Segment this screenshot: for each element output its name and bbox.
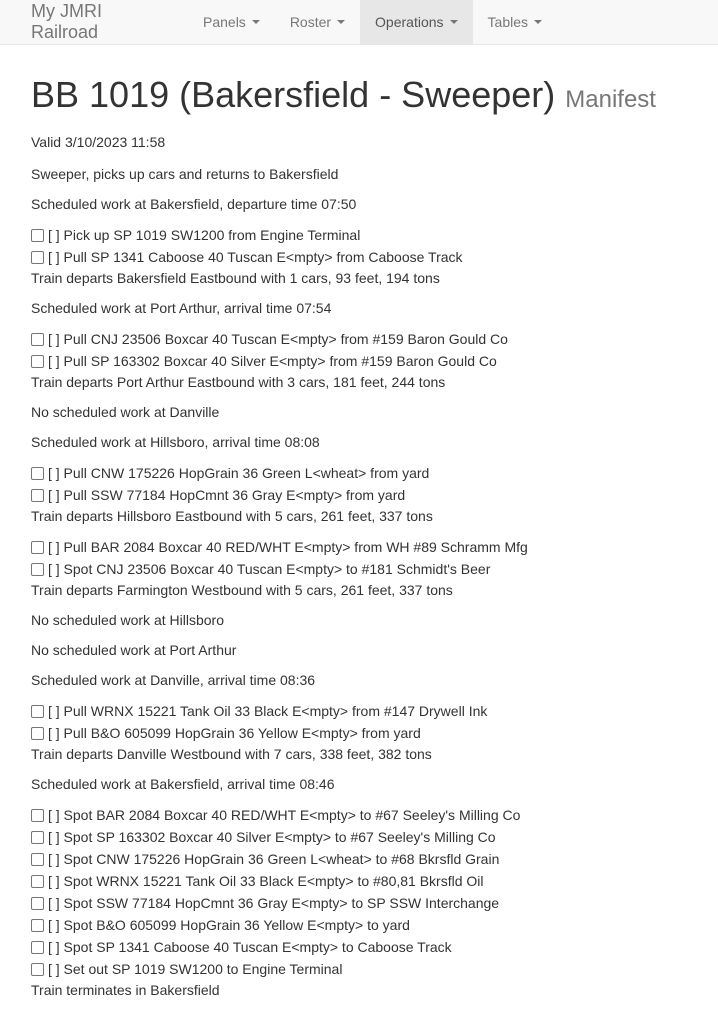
step-text: [ ] Spot SP 1341 Caboose 40 Tuscan E<mpty> to Caboose Track	[48, 939, 452, 955]
top-navbar	[0, 0, 718, 45]
work-step	[31, 804, 687, 826]
work-step	[31, 892, 687, 914]
departure-summary: Train departs Port Arthur Eastbound with 3 cars, 181 feet, 244 tons	[31, 374, 446, 390]
step-text: [ ] Pull CNW 175226 HopGrain 36 Green L<wheat> from yard	[48, 465, 430, 481]
work-block	[31, 804, 687, 1000]
work-step	[31, 936, 687, 958]
work-step	[31, 246, 687, 268]
step-checkbox[interactable]	[31, 705, 44, 718]
step-checkbox[interactable]	[31, 563, 44, 576]
manifest-content	[0, 45, 718, 1000]
step-text: [ ] Pull WRNX 15221 Tank Oil 33 Black E<mpty> from #147 Drywell Ink	[48, 703, 488, 719]
brand-link[interactable]: My JMRI Railroad	[31, 1, 102, 42]
departure-summary: Train departs Danville Westbound with 7 cars, 338 feet, 382 tons	[31, 746, 432, 762]
valid-timestamp: Valid 3/10/2023 11:58	[31, 134, 166, 150]
location-header: No scheduled work at Hillsboro	[31, 612, 224, 628]
step-checkbox[interactable]	[31, 467, 44, 480]
work-step	[31, 536, 687, 558]
work-step	[31, 958, 687, 980]
nav-tables-dropdown[interactable]	[473, 0, 557, 44]
step-checkbox[interactable]	[31, 853, 44, 866]
step-text: [ ] Spot WRNX 15221 Tank Oil 33 Black E<mpty> to #80,81 Bkrsfld Oil	[48, 873, 484, 889]
nav-roster-dropdown[interactable]	[275, 0, 360, 44]
step-checkbox[interactable]	[31, 229, 44, 242]
step-text: [ ] Spot SSW 77184 HopCmnt 36 Gray E<mpty> to SP SSW Interchange	[48, 895, 500, 911]
caret-down-icon	[534, 20, 542, 24]
step-checkbox[interactable]	[31, 809, 44, 822]
location-header: Scheduled work at Hillsboro, arrival time 08:08	[31, 434, 320, 450]
work-step	[31, 700, 687, 722]
step-text: [ ] Spot SP 163302 Boxcar 40 Silver E<mpty> to #67 Seeley's Milling Co	[48, 829, 496, 845]
step-text: [ ] Spot B&O 605099 HopGrain 36 Yellow E<mpty> to yard	[48, 917, 410, 933]
step-checkbox[interactable]	[31, 251, 44, 264]
nav-roster-label: Roster	[289, 14, 332, 30]
location-header: No scheduled work at Port Arthur	[31, 642, 237, 658]
work-block	[31, 328, 687, 392]
step-text: [ ] Pick up SP 1019 SW1200 from Engine Terminal	[48, 227, 361, 243]
step-text: [ ] Pull CNJ 23506 Boxcar 40 Tuscan E<mpty> from #159 Baron Gould Co	[48, 331, 508, 347]
step-text: [ ] Pull SSW 77184 HopCmnt 36 Gray E<mpty> from yard	[48, 487, 406, 503]
step-text: [ ] Spot BAR 2084 Boxcar 40 RED/WHT E<mpty> to #67 Seeley's Milling Co	[48, 807, 521, 823]
step-checkbox[interactable]	[31, 333, 44, 346]
step-text: [ ] Pull SP 163302 Boxcar 40 Silver E<mpty> from #159 Baron Gould Co	[48, 353, 497, 369]
location-header: No scheduled work at Danville	[31, 404, 220, 420]
work-step	[31, 914, 687, 936]
nav-panels-label: Panels	[203, 14, 246, 30]
train-title: BB 1019 (Bakersfield - Sweeper)	[31, 74, 556, 115]
nav-operations-dropdown[interactable]	[360, 0, 472, 44]
step-text: [ ] Pull BAR 2084 Boxcar 40 RED/WHT E<mpty> from WH #89 Schramm Mfg	[48, 539, 528, 555]
step-checkbox[interactable]	[31, 727, 44, 740]
step-checkbox[interactable]	[31, 541, 44, 554]
work-block	[31, 536, 687, 600]
step-checkbox[interactable]	[31, 355, 44, 368]
departure-summary: Train terminates in Bakersfield	[31, 982, 220, 998]
train-description: Sweeper, picks up cars and returns to Bakersfield	[31, 166, 339, 182]
step-checkbox[interactable]	[31, 875, 44, 888]
step-checkbox[interactable]	[31, 831, 44, 844]
nav-tables-label: Tables	[487, 14, 528, 30]
work-block	[31, 700, 687, 764]
step-text: [ ] Spot CNJ 23506 Boxcar 40 Tuscan E<mpty> to #181 Schmidt's Beer	[48, 561, 491, 577]
location-header: Scheduled work at Danville, arrival time 08:36	[31, 672, 316, 688]
work-step	[31, 350, 687, 372]
step-text: [ ] Set out SP 1019 SW1200 to Engine Terminal	[48, 961, 343, 977]
departure-summary: Train departs Farmington Westbound with 5 cars, 261 feet, 337 tons	[31, 582, 453, 598]
step-text: [ ] Pull B&O 605099 HopGrain 36 Yellow E<mpty> from yard	[48, 725, 421, 741]
work-step	[31, 870, 687, 892]
work-step	[31, 848, 687, 870]
work-step	[31, 826, 687, 848]
caret-down-icon	[252, 20, 260, 24]
work-block	[31, 462, 687, 526]
work-block	[31, 224, 687, 288]
caret-down-icon	[337, 20, 345, 24]
nav-operations-label: Operations	[375, 14, 444, 30]
step-checkbox[interactable]	[31, 489, 44, 502]
location-header: Scheduled work at Bakersfield, arrival time 08:46	[31, 776, 335, 792]
work-step	[31, 224, 687, 246]
step-checkbox[interactable]	[31, 919, 44, 932]
work-step	[31, 484, 687, 506]
page-title	[31, 73, 687, 122]
step-text: [ ] Pull SP 1341 Caboose 40 Tuscan E<mpty> from Caboose Track	[48, 249, 463, 265]
work-step	[31, 462, 687, 484]
location-header: Scheduled work at Bakersfield, departure time 07:50	[31, 196, 357, 212]
nav-panels-dropdown[interactable]	[188, 0, 275, 44]
work-step	[31, 558, 687, 580]
step-checkbox[interactable]	[31, 941, 44, 954]
work-step	[31, 328, 687, 350]
departure-summary: Train departs Bakersfield Eastbound with 1 cars, 93 feet, 194 tons	[31, 270, 440, 286]
page-subtitle: Manifest	[565, 86, 656, 113]
step-checkbox[interactable]	[31, 897, 44, 910]
manifest-blocks	[31, 194, 687, 1000]
step-checkbox[interactable]	[31, 963, 44, 976]
location-header: Scheduled work at Port Arthur, arrival time 07:54	[31, 300, 332, 316]
work-step	[31, 722, 687, 744]
caret-down-icon	[450, 20, 458, 24]
step-text: [ ] Spot CNW 175226 HopGrain 36 Green L<wheat> to #68 Bkrsfld Grain	[48, 851, 500, 867]
departure-summary: Train departs Hillsboro Eastbound with 5 cars, 261 feet, 337 tons	[31, 508, 433, 524]
